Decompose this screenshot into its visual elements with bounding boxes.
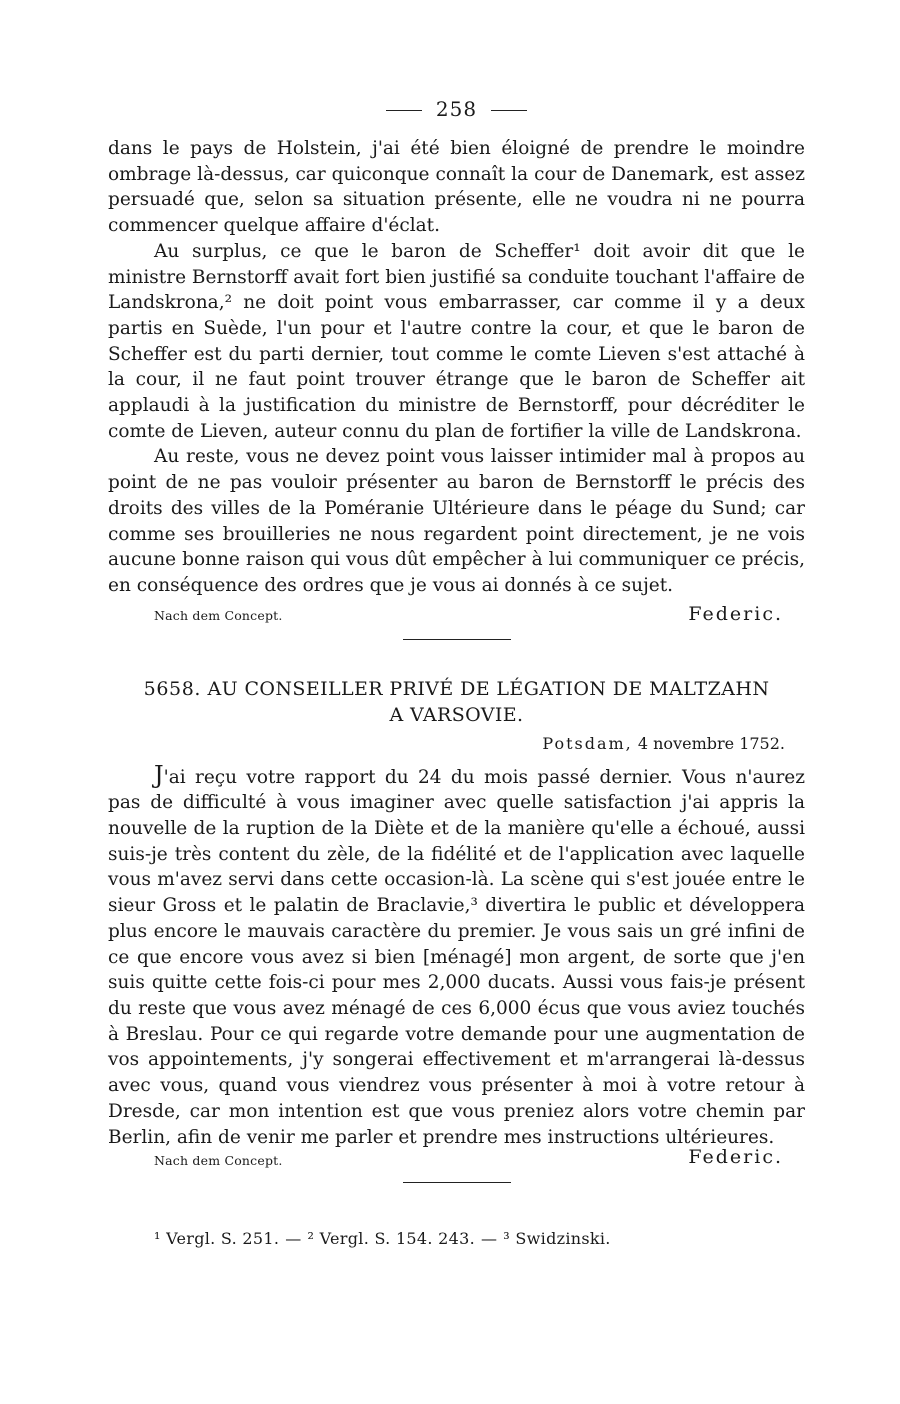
page-number-text: 258 bbox=[435, 97, 478, 121]
section-divider bbox=[403, 639, 511, 640]
letter-dateline bbox=[108, 734, 805, 753]
continuation-footer bbox=[108, 603, 805, 625]
continuation-paragraph-2: Au surplus, ce que le baron de Scheffer¹ doit avoir dit que le ministre Bernstorff avait fort bien justifié sa conduite touchant l'affaire de Landskrona,² ne doit point vous embarrasser, car comme il y a deux partis en Suède, l'un pour et l'autre contre la cour, et que le baron de Scheffer est du parti dernier, tout comme le comte Lieven s'est attaché à la cour, il ne faut point trouver étrange que le baron de Scheffer ait applaudi à la justification du ministre de Bernstorff, pour décréditer le comte de Lieven, auteur connu du plan de fortifier la ville de Landskrona. bbox=[108, 240, 805, 442]
footnote-separator-1: — bbox=[285, 1229, 302, 1249]
document-page bbox=[108, 92, 805, 1248]
page-number-dash-left bbox=[386, 110, 422, 111]
continuation-signature: Federic. bbox=[688, 602, 783, 625]
footnote-3: ³ Swidzinski. bbox=[503, 1229, 611, 1249]
footnote-1: ¹ Vergl. S. 251. bbox=[154, 1229, 280, 1249]
footnote-divider bbox=[403, 1182, 511, 1183]
letter-heading bbox=[108, 676, 805, 728]
page-number bbox=[108, 92, 805, 126]
footnote-2: ² Vergl. S. 154. 243. bbox=[307, 1229, 475, 1249]
letter-number: 5658. bbox=[143, 677, 202, 700]
footnote-separator-2: — bbox=[480, 1229, 498, 1249]
letter-signature: Federic. bbox=[688, 1146, 783, 1169]
letter-body-text: 'ai reçu votre rapport du 24 du mois passé dernier. Vous n'aurez pas de difficulté à vous imaginer avec quelle satisfaction j'ai appris la nouvelle de la ruption de la Diète et de la manière qu'elle a échoué, aussi suis-je très content du zèle, de la fidélité et de l'application avec laquelle vous m'avez servi dans cette occasion-là. La scène qui s'est jouée entre le sieur Gross et le palatin de Braclavie,³ divertira le public et développera plus encore le mauvais caractère du premier. Je vous sais un gré infini de ce que encore vous avez si bien [ménagé] mon argent, de sorte que j'en suis quitte cette fois-ci pour mes 2,000 ducats. Aussi vous fais-je présent du reste que vous avez ménagé de ces 6,000 écus que vous aviez touchés à Breslau. Pour ce qui regarde votre demande pour une augmentation de vos appointements, j'y songerai effectivement et m'arrangerai là-dessus avec vous, quand vous viendrez vous présenter à moi à votre retour à Dresde, car mon intention est que vous preniez alors votre chemin par Berlin, afin de venir me parler et prendre mes instructions ultérieures. bbox=[108, 766, 805, 1148]
letter-body bbox=[108, 760, 805, 1151]
footnotes bbox=[108, 1229, 805, 1248]
page-number-dash-right bbox=[491, 110, 527, 111]
letter-place: Potsdam, bbox=[542, 733, 633, 753]
continuation-source-note: Nach dem Concept. bbox=[154, 607, 283, 623]
letter-initial: J bbox=[154, 760, 164, 789]
letter-date: 4 novembre 1752. bbox=[637, 733, 785, 753]
letter-source-note: Nach dem Concept. bbox=[154, 1153, 283, 1169]
continuation-paragraph-3: Au reste, vous ne devez point vous laisser intimider mal à propos au point de ne pas vouloir présenter au baron de Bernstorff le précis des droits des villes de la Poméranie Ultérieure dans le péage du Sund; car comme ses brouilleries ne nous regardent point directement, je ne vois aucune bonne raison qui vous dût empêcher à lui communiquer ce précis, en conséquence des ordres que je vous ai donnés à ce sujet. bbox=[108, 446, 805, 596]
letter-addressee: AU CONSEILLER PRIVÉ DE LÉGATION DE MALTZAHN bbox=[207, 677, 770, 700]
letter-heading-line-2: A VARSOVIE. bbox=[389, 703, 524, 726]
letter-heading-line-1 bbox=[108, 676, 805, 702]
continuation-paragraph-1: dans le pays de Holstein, j'ai été bien éloigné de prendre le moindre ombrage là-dessus, car quiconque connaît la cour de Danemark, est assez persuadé que, selon sa situation présente, elle ne voudra ni ne pourra commencer quelque affaire d'éclat. bbox=[108, 138, 805, 237]
